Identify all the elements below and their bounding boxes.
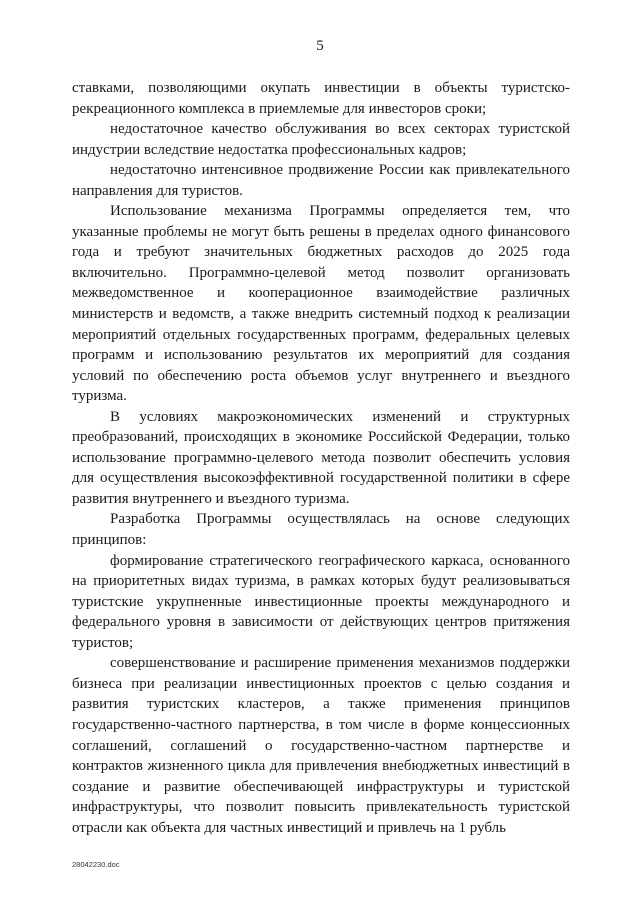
paragraph-3: недостаточно интенсивное продвижение России как привлекательного направления для туристов. — [72, 162, 570, 199]
paragraph-7: формирование стратегического географического каркаса, основанного на приоритетных видах туризма, в рамках которых будут реализовываться туристские укрупненные инвестиционные проекты международного и федерального уровня в зависимости от действующих центров притяжения туристов; — [72, 552, 570, 651]
document-body — [72, 78, 570, 838]
paragraph-8: совершенствование и расширение применения механизмов поддержки бизнеса при реализации инвестиционных проектов с целью создания и развития туристских кластеров, а также применения принципов государственно-частного партнерства, в том числе в форме концессионных соглашений, соглашений о государственно-частном партнерстве и контрактов жизненного цикла для привлечения внебюджетных инвестиций в создание и развитие обеспечивающей инфраструктуры и туристской инфраструктуры, что позволит повысить привлекательность туристской отрасли как объекта для частных инвестиций и привлечь на 1 рубль — [72, 655, 570, 836]
paragraph-2: недостаточное качество обслуживания во всех секторах туристской индустрии вследствие недостатка профессиональных кадров; — [72, 121, 570, 158]
paragraph-1: ставками, позволяющими окупать инвестиции в объекты туристско-рекреационного комплекса в приемлемые для инвесторов сроки; — [72, 80, 570, 117]
page-number: 5 — [316, 38, 324, 54]
paragraph-5: В условиях макроэкономических изменений и структурных преобразований, происходящих в экономике Российской Федерации, только использование программно-целевого метода позволит обеспечить условия для осуществления высокоэффективной государственной политики в сфере развития внутреннего и въездного туризма. — [72, 408, 570, 507]
footer-filename: 28042230.doc — [72, 860, 120, 869]
paragraph-4: Использование механизма Программы определяется тем, что указанные проблемы не могут быть решены в пределах одного финансового года и требуют значительных бюджетных расходов до 2025 года включительно. Программно-целевой метод позволит организовать межведомственное и кооперационное взаимодействие различных министерств и ведомств, а также внедрить системный подход к реализации мероприятий отдельных государственных программ, федеральных целевых программ и использованию результатов их мероприятий для создания условий по обеспечению роста объемов услуг внутреннего и въездного туризма. — [72, 203, 570, 405]
paragraph-6: Разработка Программы осуществлялась на основе следующих принципов: — [72, 511, 570, 549]
